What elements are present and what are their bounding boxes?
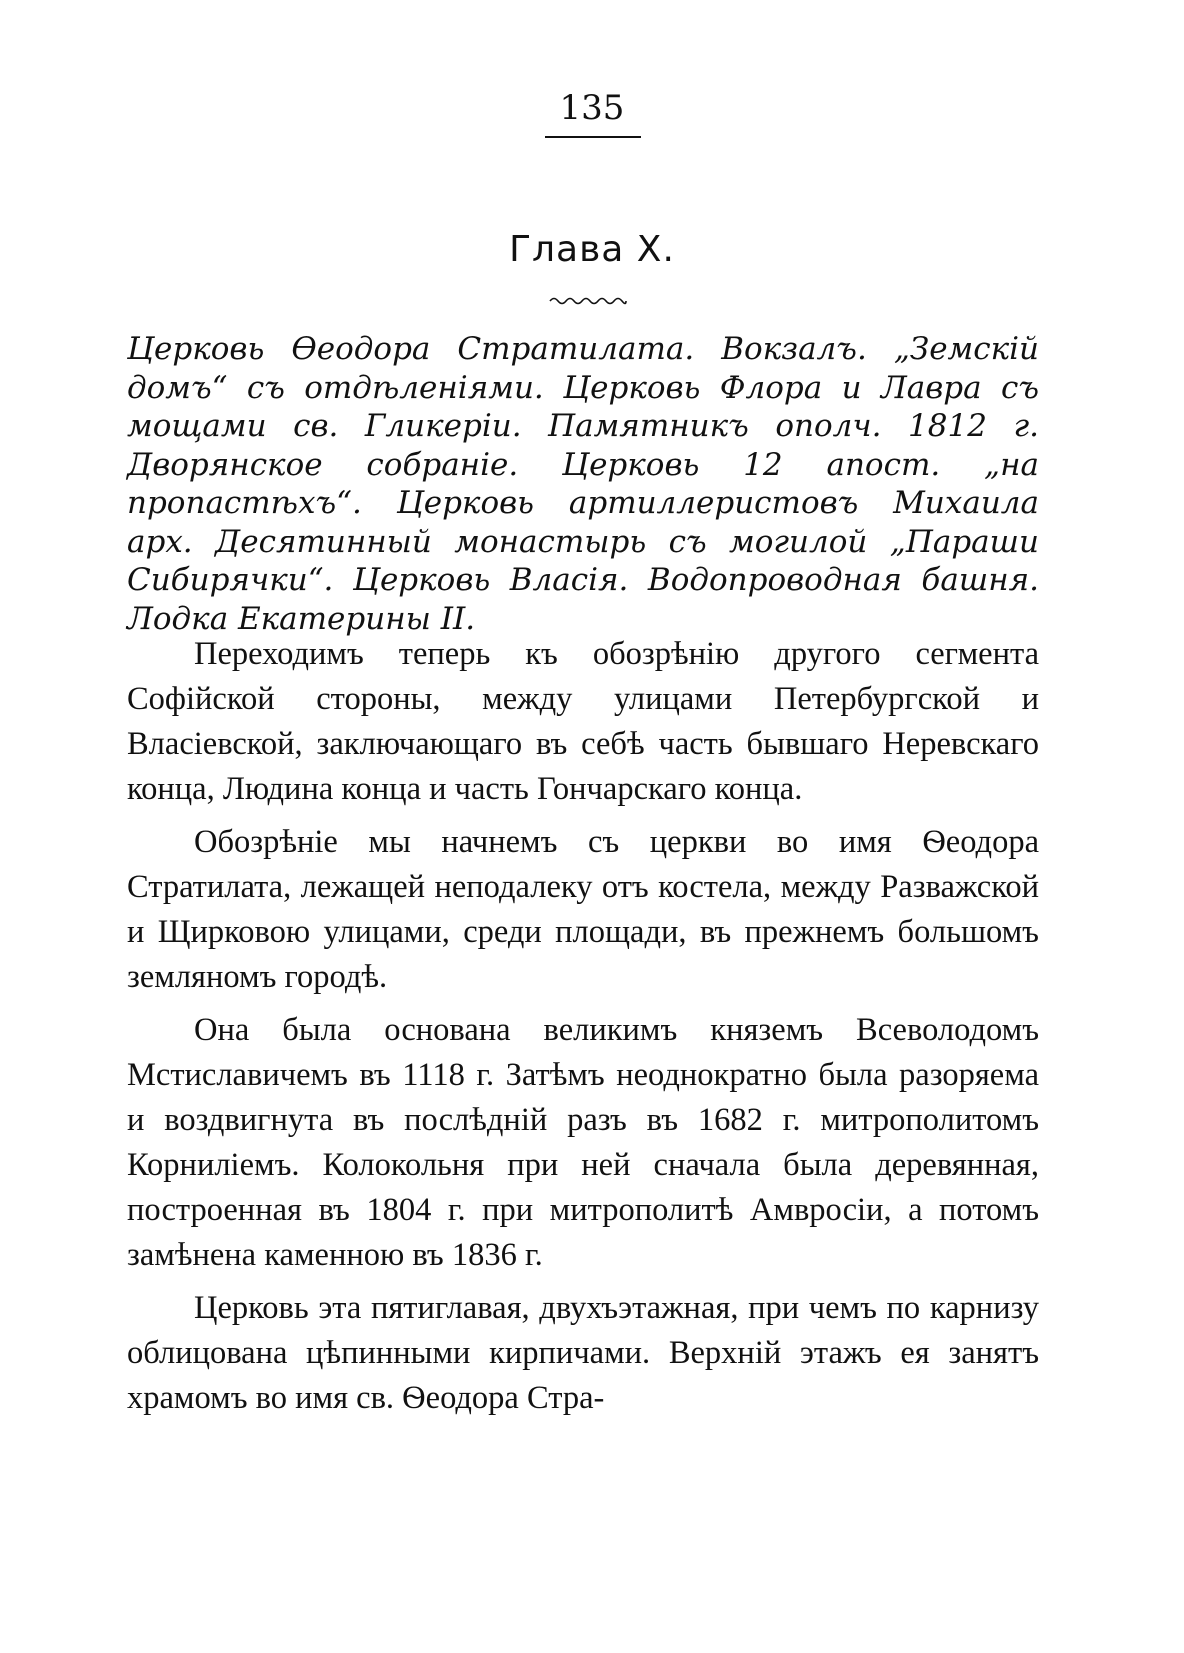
page-number: 135 xyxy=(559,88,625,128)
chapter-summary: Церковь Ѳеодора Стратилата. Вокзалъ. „Земскій домъ“ съ отдѣленіями. Церковь Флора и Лавра съ мощами св. Гликеріи. Памятникъ ополч. 1812 г. Дворянское собраніе. Церковь 12 апост. „на пропастѣхъ“. Церковь артиллеристовъ Михаила арх. Десятинный монастырь съ могилой „Параши Сибирячки“. Церковь Власія. Водопроводная башня. Лодка Екатерины II. xyxy=(127,331,1039,637)
paragraph: Она была основана великимъ княземъ Всеволодомъ Мстиславичемъ въ 1118 г. Затѣмъ неоднократно была разоряема и воздвигнута въ послѣдній разъ въ 1682 г. митрополитомъ Корниліемъ. Колокольня при ней сначала была деревянная, построенная въ 1804 г. при митрополитѣ Амвросіи, а потомъ замѣнена каменною въ 1836 г. xyxy=(127,1012,1039,1273)
wavy-ornament-icon xyxy=(548,293,628,307)
paragraph: Церковь эта пятиглавая, двухъэтажная, при чемъ по карнизу облицована цѣпинными кирпичами. Верхній этажъ ея занятъ храмомъ во имя св. Ѳеодора Стра- xyxy=(127,1290,1039,1416)
chapter-title: Глава X. xyxy=(509,229,675,270)
body-text xyxy=(127,632,1039,1429)
page-number-underline xyxy=(545,136,641,138)
paragraph: Переходимъ теперь къ обозрѣнію другого сегмента Софійской стороны, между улицами Петербургской и Власіевской, заключающаго въ себѣ часть бывшаго Неревскаго конца, Людина конца и часть Гончарскаго конца. xyxy=(127,636,1039,807)
paragraph: Обозрѣніе мы начнемъ съ церкви во имя Ѳеодора Стратилата, лежащей неподалеку отъ костела, между Разважской и Щирковою улицами, среди площади, въ прежнемъ большомъ земляномъ городѣ. xyxy=(127,824,1039,995)
